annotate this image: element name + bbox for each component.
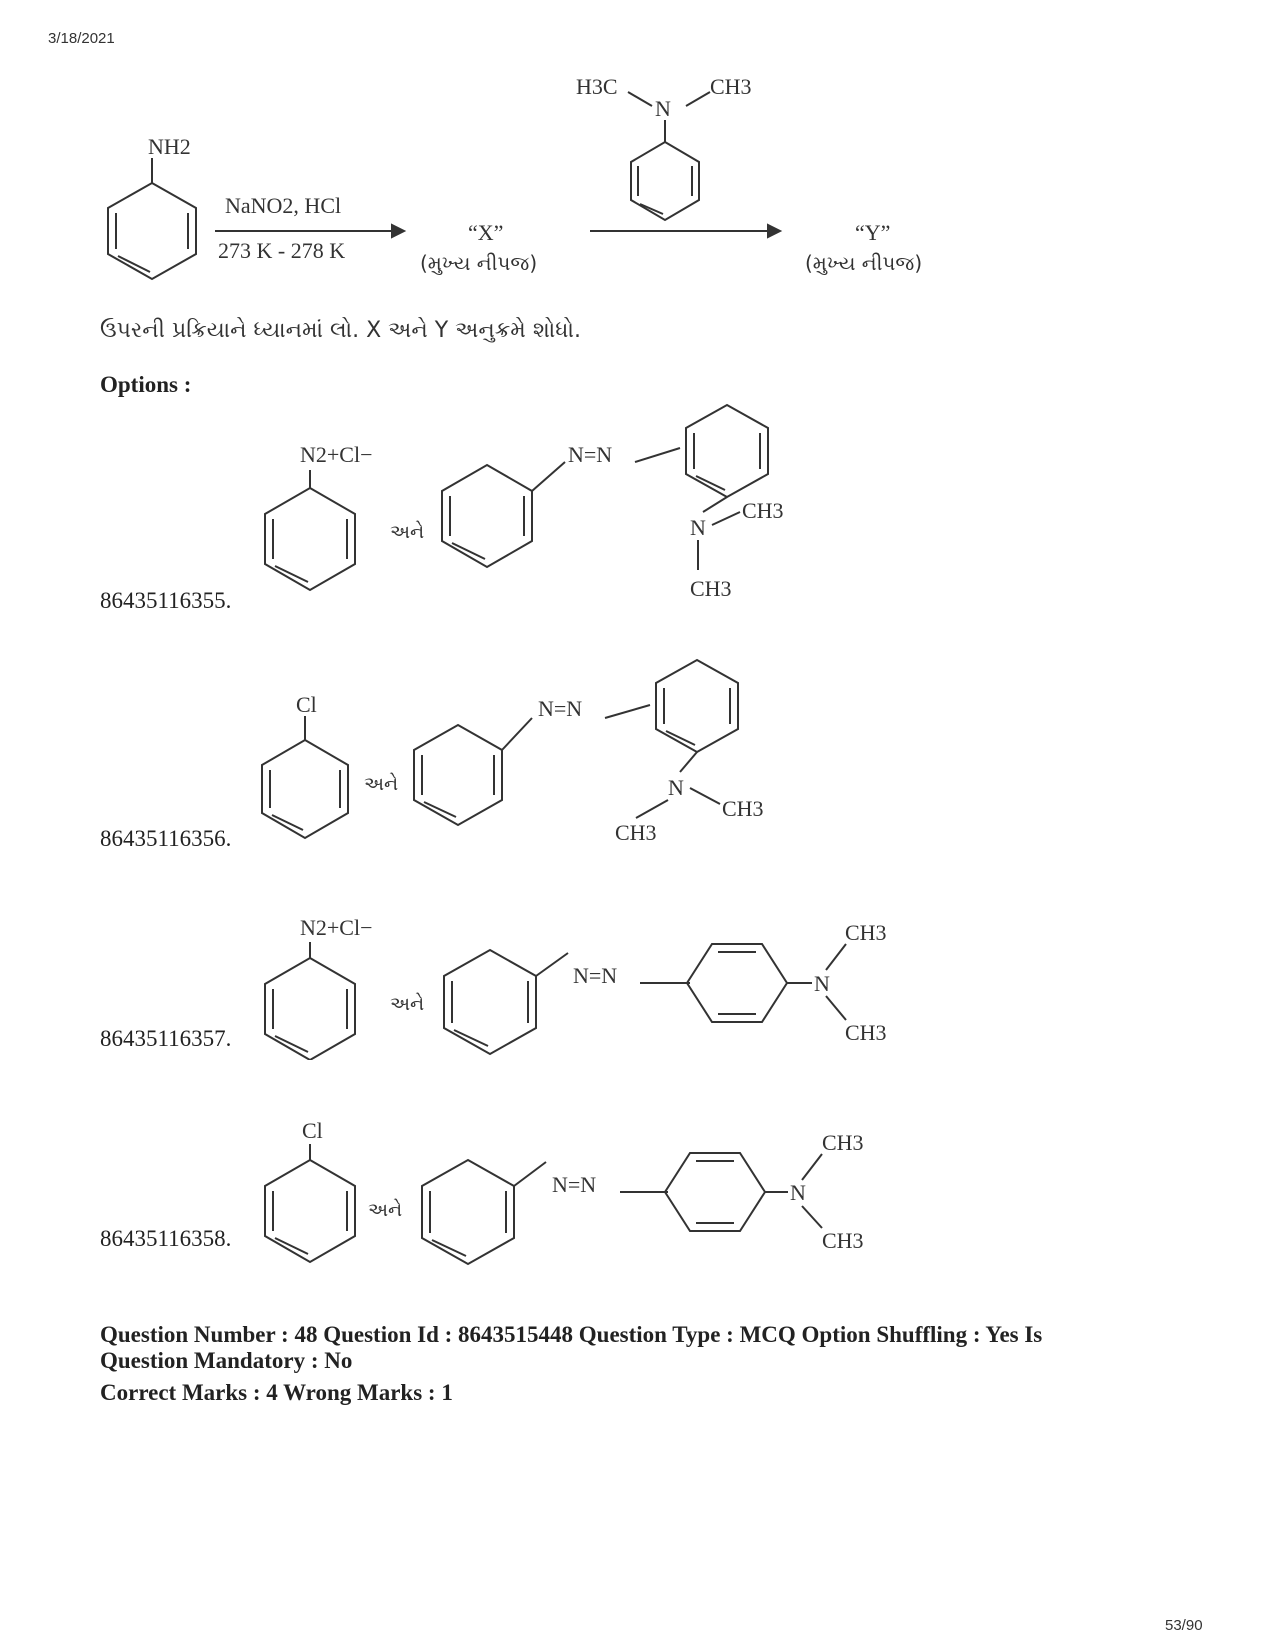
option-1-id[interactable]: 86435116355.: [100, 588, 232, 613]
option-4-ring-x: [265, 1160, 355, 1262]
methyl-2: CH3: [690, 576, 732, 601]
option-1-structure: [0, 395, 1275, 620]
question-meta-line-3: Correct Marks : 4 Wrong Marks : 1: [100, 1380, 453, 1405]
amine-n: N: [668, 775, 684, 800]
azo-label: N=N: [538, 696, 583, 721]
product-x-note: (મુખ્ય નીપજ): [420, 251, 538, 275]
and-word: અને: [364, 773, 399, 795]
reaction-scheme: [0, 60, 1275, 290]
option-3-ring-x: [265, 958, 355, 1060]
option-4-id[interactable]: 86435116358.: [100, 1226, 232, 1251]
chloro-label: Cl: [302, 1118, 323, 1143]
reagent-n: N: [655, 96, 671, 121]
option-1-ring-x: [265, 488, 355, 590]
option-2-id[interactable]: 86435116356.: [100, 826, 232, 851]
methyl-1: CH3: [845, 920, 887, 945]
methyl-1: CH3: [742, 498, 784, 523]
reagent-ring: [631, 142, 699, 220]
amine-n: N: [690, 515, 706, 540]
azo-label: N=N: [573, 963, 618, 988]
reagent-h3c: H3C: [576, 74, 618, 99]
question-meta-line-2: Question Mandatory : No: [100, 1348, 353, 1373]
diazonium-label: N2+Cl−: [300, 915, 373, 940]
page-number: 53/90: [1165, 1617, 1203, 1634]
amine-n: N: [814, 971, 830, 996]
product-y-note: (મુખ્ય નીપજ): [805, 251, 923, 275]
option-4-ring-ph: [422, 1160, 514, 1264]
amine-n: N: [790, 1180, 806, 1205]
methyl-2: CH3: [615, 820, 657, 845]
and-word: અને: [390, 521, 425, 543]
reagents-bottom: 273 K - 278 K: [218, 238, 346, 263]
diazonium-label: N2+Cl−: [300, 442, 373, 467]
option-1-ring-aryl: [686, 405, 768, 497]
azo-label: N=N: [552, 1172, 597, 1197]
option-3-id[interactable]: 86435116357.: [100, 1026, 232, 1051]
arrow-head-2: [768, 225, 780, 237]
amine-group-label: NH2: [148, 134, 191, 159]
question-text: ઉપરની પ્રક્રિયાને ધ્યાનમાં લો. X અને Y અનુક્રમે શોધો.: [100, 318, 581, 343]
option-4-ring-aryl: [665, 1153, 765, 1231]
and-word: અને: [390, 993, 425, 1015]
methyl-1: CH3: [822, 1130, 864, 1155]
option-3-ring-aryl: [687, 944, 787, 1022]
question-meta-line-1: Question Number : 48 Question Id : 8643515448 Question Type : MCQ Option Shuffling : Yes Is: [100, 1322, 1043, 1347]
print-date: 3/18/2021: [48, 30, 115, 47]
methyl-2: CH3: [845, 1020, 887, 1045]
option-2-ring-aryl: [656, 660, 738, 752]
methyl-1: CH3: [722, 796, 764, 821]
arrow-head-1: [392, 225, 404, 237]
and-word: અને: [368, 1199, 403, 1221]
product-x-label: “X”: [468, 220, 504, 245]
chloro-label: Cl: [296, 692, 317, 717]
option-2-ring-ph: [414, 725, 502, 825]
option-2-ring-x: [262, 740, 348, 838]
options-label: Options :: [100, 372, 192, 397]
azo-label: N=N: [568, 442, 613, 467]
product-y-label: “Y”: [855, 220, 891, 245]
reagent-ch3: CH3: [710, 74, 752, 99]
option-3-ring-ph: [444, 950, 536, 1054]
methyl-2: CH3: [822, 1228, 864, 1253]
aniline-ring: [108, 158, 196, 279]
reagents-top: NaNO2, HCl: [225, 193, 342, 218]
option-1-ring-ph: [442, 465, 532, 567]
